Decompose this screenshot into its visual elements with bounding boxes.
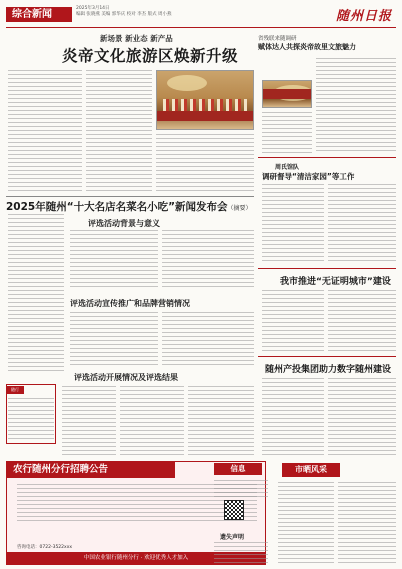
lead-photo <box>156 70 254 130</box>
page-header <box>6 4 396 28</box>
notice-head: 遗失声明 <box>220 534 245 541</box>
right-text-2b <box>328 184 396 264</box>
right-text-4a <box>262 378 324 456</box>
announce-text-3a <box>62 386 116 456</box>
side-text <box>8 398 54 440</box>
lead-headline: 炎帝文化旅游区焕新升级 <box>62 47 239 65</box>
announce-sub-2: 评选活动宣传推广和品牌营销情况 <box>70 299 190 308</box>
announce-title-text: 2025年随州“十大名店名菜名小吃”新闻发布会 <box>6 201 228 213</box>
right-photo <box>262 80 312 108</box>
right-kicker: 省残联来随调研 <box>258 36 297 42</box>
announce-tag: （摘要） <box>227 205 252 212</box>
city-tag: 市晒风采 <box>282 463 340 477</box>
announce-text-3b <box>120 386 184 456</box>
announce-text-1b <box>162 230 254 290</box>
info-text <box>214 480 268 498</box>
masthead-logo: 随州日报 <box>335 9 392 24</box>
announce-text-3c <box>188 386 254 456</box>
right-headline-3: 我市推进“无证明城市”建设 <box>280 277 391 287</box>
right-text-3a <box>262 290 324 352</box>
announce-text-2a <box>70 312 158 368</box>
right-text-1b <box>316 58 396 154</box>
info-tag: 信息 <box>214 463 262 475</box>
right-text-4b <box>328 378 396 456</box>
right-text-1a <box>262 112 312 154</box>
right-headline-1: 赋体达人共探炎帝故里文旅魅力 <box>258 43 356 51</box>
divider <box>6 196 254 197</box>
announce-title <box>6 199 266 214</box>
ad-title: 农行随州分行招聘公告 <box>7 462 175 478</box>
right-text-3b <box>328 290 396 352</box>
announce-text-left <box>8 214 64 374</box>
divider <box>258 356 396 357</box>
lead-text-col1 <box>8 70 82 192</box>
divider <box>258 268 396 269</box>
city-text-b <box>338 482 396 564</box>
city-text-a <box>278 482 334 564</box>
qr-code-icon <box>224 500 244 520</box>
issue-date: 2025年3月14日 <box>76 6 110 11</box>
right-text-2a <box>262 184 324 264</box>
announce-sub-1: 评选活动背景与意义 <box>88 219 160 228</box>
lead-text-col3 <box>156 134 254 192</box>
ad-footer: 中国农业银行随州分行 · 欢迎优秀人才加入 <box>7 552 265 564</box>
notice-text <box>214 542 268 564</box>
lead-kicker: 新场景 新业态 新产品 <box>100 34 173 43</box>
side-label: 随行 <box>6 386 24 394</box>
right-headline-4: 随州产投集团助力数字随州建设 <box>265 365 392 375</box>
right-headline-2b: 调研督导“清洁家园”等工作 <box>262 172 355 181</box>
divider <box>258 157 396 158</box>
section-tag: 综合新闻 <box>6 7 72 22</box>
editor-line: 编辑 张晓燕 美编 郭华庆 校对 李杰 版式 周小燕 <box>76 12 172 17</box>
announce-text-1a <box>70 230 158 290</box>
announce-sub-3: 评选活动开展情况及评选结果 <box>74 373 178 382</box>
announce-text-2b <box>162 312 254 368</box>
ad-contact: 咨询电话：0722-3522xxx <box>17 545 73 550</box>
lead-text-col2 <box>86 70 152 192</box>
right-headline-2a: 周氏馆队 <box>275 164 300 171</box>
header-meta <box>76 6 172 18</box>
